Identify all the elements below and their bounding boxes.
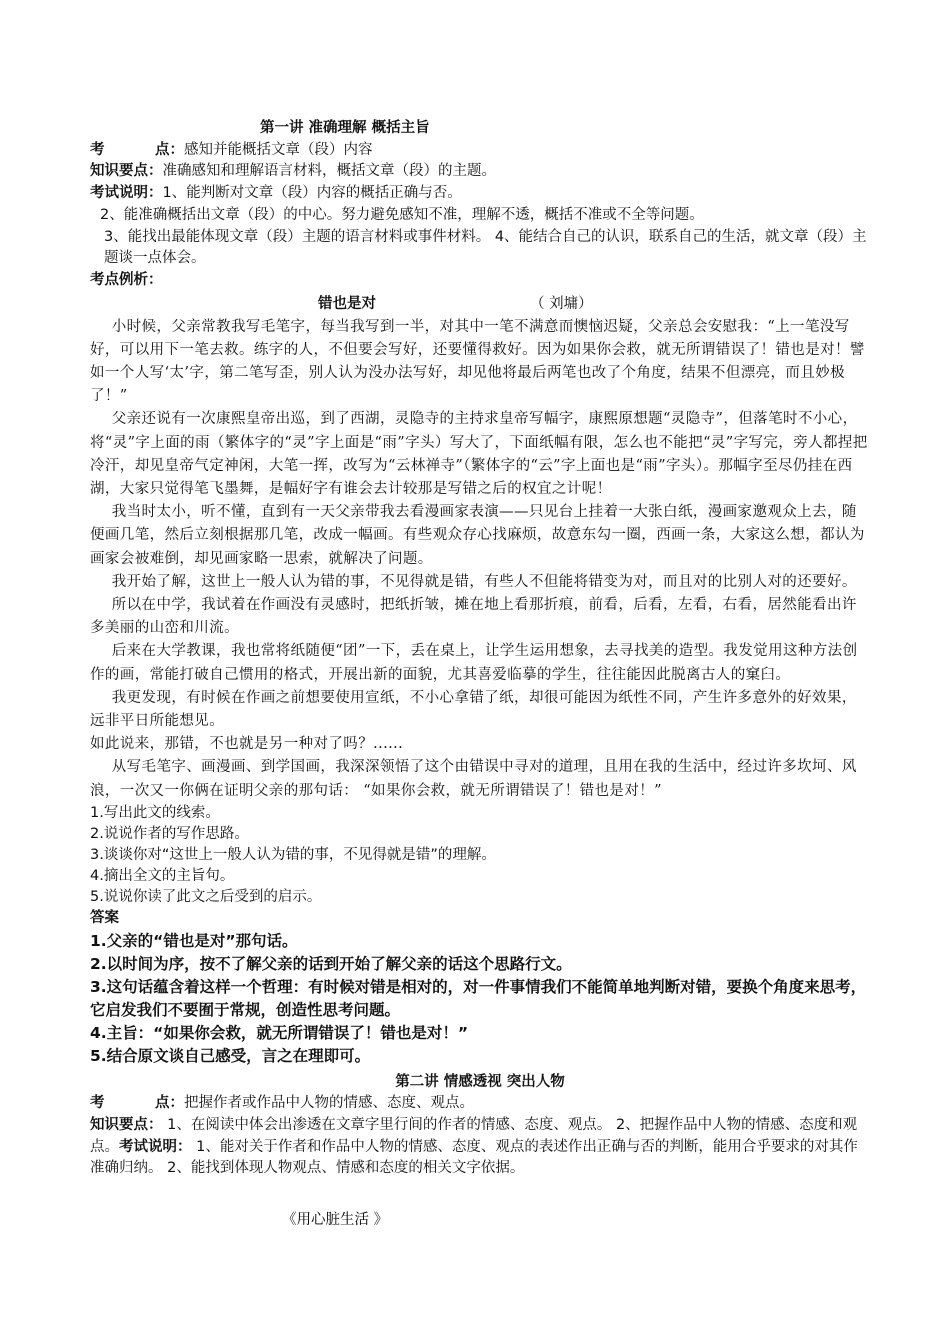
essay-paragraph-noindent: 如此说来，那错，不也就是另一种对了吗？...... <box>90 736 404 753</box>
answer-item: 2.以时间为序，按不了解父亲的话到开始了解父亲的话这个思路行文。 <box>90 954 572 973</box>
question-item: 1.写出此文的线索。 <box>90 804 220 821</box>
kaodian-text: 感知并能概括文章（段）内容 <box>183 141 373 158</box>
answer-item: 5.结合原文谈自己感受，言之在理即可。 <box>90 1046 371 1065</box>
next-essay-title: 《用心脏生活 》 <box>282 1212 389 1228</box>
lesson1-shuoming <box>90 183 870 205</box>
question-item: 2.说说作者的写作思路。 <box>90 825 249 842</box>
lesson1-kaodian <box>90 140 870 162</box>
shuoming-label: 考试说明： <box>90 185 163 202</box>
lesson1-shuoming-3: 3、能找出最能体现文章（段）主题的语言材料或事件材料。 4、能结合自己的认识，联系自己的生活，就文章（段）主题谈一点体会。 <box>104 228 867 267</box>
essay-paragraph: 父亲还说有一次康熙皇帝出巡，到了西湖，灵隐寺的主持求皇帝写幅字，康熙原想题“灵隐寺”，但落笔时不小心，将“灵”字上面的雨（繁体字的“灵”字上面是“雨”字头）写大了，下面纸幅有限，怎么也不能把“灵”字写完，旁人都捏把冷汗，却见皇帝气定神闲，大笔一挥，改写为“云林禅寺”（繁体字的“云”字上面也是“雨”字头）。那幅字至尽仍挂在西湖，大家只觉得笔飞墨舞，是幅好字有谁会去计较那是写错之后的权宜之计呢！ <box>90 411 868 498</box>
zhishi-text: 准确感知和理解语言材料，概括文章（段）的主题。 <box>162 163 496 180</box>
kaodian-label: 考 点： <box>90 141 184 158</box>
question-item: 5.说说你读了此文之后受到的启示。 <box>90 888 322 905</box>
example-label: 考点例析： <box>90 271 163 288</box>
question-item: 3.谈谈你对“这世上一般人认为错的事，不见得就是错”的理解。 <box>90 846 496 863</box>
zhishi-label: 知识要点： <box>90 163 163 180</box>
essay-paragraph: 后来在大学教课，我也常将纸随便“团”一下，丢在桌上，让学生运用想象，去寻找美的造型。我发觉用这种方法创作的画，常能打破自己惯用的格式，开展出新的面貌，尤其喜爱临摹的学生，往往能因此脱离古人的窠臼。 <box>90 643 858 683</box>
essay-paragraph: 我更发现，有时候在作画之前想要使用宣纸，不小心拿错了纸，却很可能因为纸性不同，产生许多意外的好效果，远非平日所能想见。 <box>90 689 857 730</box>
lesson1-shuoming-2: 2、能准确概括出文章（段）的中心。努力避免感知不准，理解不透，概括不准或不全等问题。 <box>100 206 704 223</box>
essay-paragraph: 所以在中学，我试着在作画没有灵感时，把纸折皱，摊在地上看那折痕，前看，后看，左看，右看，居然能看出许多美丽的山峦和川流。 <box>90 597 857 637</box>
lesson2-zhishi-shuoming <box>90 1115 870 1180</box>
essay-paragraph: 我开始了解，这世上一般人认为错的事，不见得就是错，有些人不但能将错变为对，而且对的比别人对的还要好。 <box>111 573 857 590</box>
essay-title: 错也是对 <box>318 295 376 312</box>
answers-label: 答案 <box>90 909 119 926</box>
answer-item: 4.主旨：“如果你会救，就无所谓错误了！错也是对！” <box>90 1023 469 1042</box>
essay-paragraph: 我当时太小，听不懂，直到有一天父亲带我去看漫画家表演——只见台上挂着一大张白纸，漫画家邀观众上去，随便画几笔，然后立刻根据那几笔，改成一幅画。有些观众存心找麻烦，故意东勾一圈，西画一条，大家这么想，都认为画家会被难倒，却见画家略一思索，就解决了问题。 <box>90 504 865 567</box>
document-page <box>90 118 870 1180</box>
lesson2-title: 第二讲 情感透视 突出人物 <box>395 1073 565 1090</box>
essay-last-paragraph: 从写毛笔字、画漫画、到学国画，我深深领悟了这个由错误中寻对的道理，且用在我的生活中，经过许多坎坷、风浪，一次又一你俩在证明父亲的那句话： “如果你会救，就无所谓错误了！错也是对！” <box>90 759 857 799</box>
answer-item: 1.父亲的“错也是对”那句话。 <box>90 931 298 950</box>
zhishi-text: 1、在阅读中体会出渗透在文章字里行间的作者的情感、态度、观点。 2、把握作品中人物的情感、态度和观点。 <box>90 1117 858 1155</box>
kaodian-text: 把握作者或作品中人物的情感、态度、观点。 <box>183 1095 474 1112</box>
essay-heading <box>90 294 870 316</box>
zhishi-label: 知识要点： <box>90 1117 163 1133</box>
answer-item: 3.这句话蕴含着这样一个哲理：有时候对错是相对的，对一件事情我们不能简单地判断对错，要换个角度来思考，它启发我们不要囿于常规，创造性思考问题。 <box>90 977 867 1019</box>
lesson1-zhishi <box>90 161 870 183</box>
essay-paragraph: 小时候，父亲常教我写毛笔字，每当我写到一半，对其中一笔不满意而懊恼迟疑，父亲总会安慰我：“上一笔没写好，可以用下一笔去救。练字的人，不但要会写好，还要懂得救好。因为如果你会救，就无所谓错误了！错也是对！譬如一个人写‘太’字，第二笔写歪，别人认为没办法写好，却见他将最后两笔也改了个角度，结果不但漂亮，而且妙极了！” <box>90 318 865 405</box>
lesson2-kaodian <box>90 1093 870 1115</box>
shuoming-label: 考试说明： <box>119 1138 192 1155</box>
shuoming-text: 1、能判断对文章（段）内容的概括正确与否。 <box>162 185 462 202</box>
essay-author: （ 刘墉） <box>530 295 593 312</box>
kaodian-label: 考 点： <box>90 1095 184 1112</box>
shuoming-text: 1、能对关于作者和作品中人物的情感、态度、观点的表述作出正确与否的判断，能用合乎要求的对其作准确归纳。 2、能找到体现人物观点、情感和态度的相关文字依据。 <box>90 1138 858 1177</box>
question-item: 4.摘出全文的主旨句。 <box>90 867 235 884</box>
lesson1-title: 第一讲 准确理解 概括主旨 <box>260 120 430 136</box>
